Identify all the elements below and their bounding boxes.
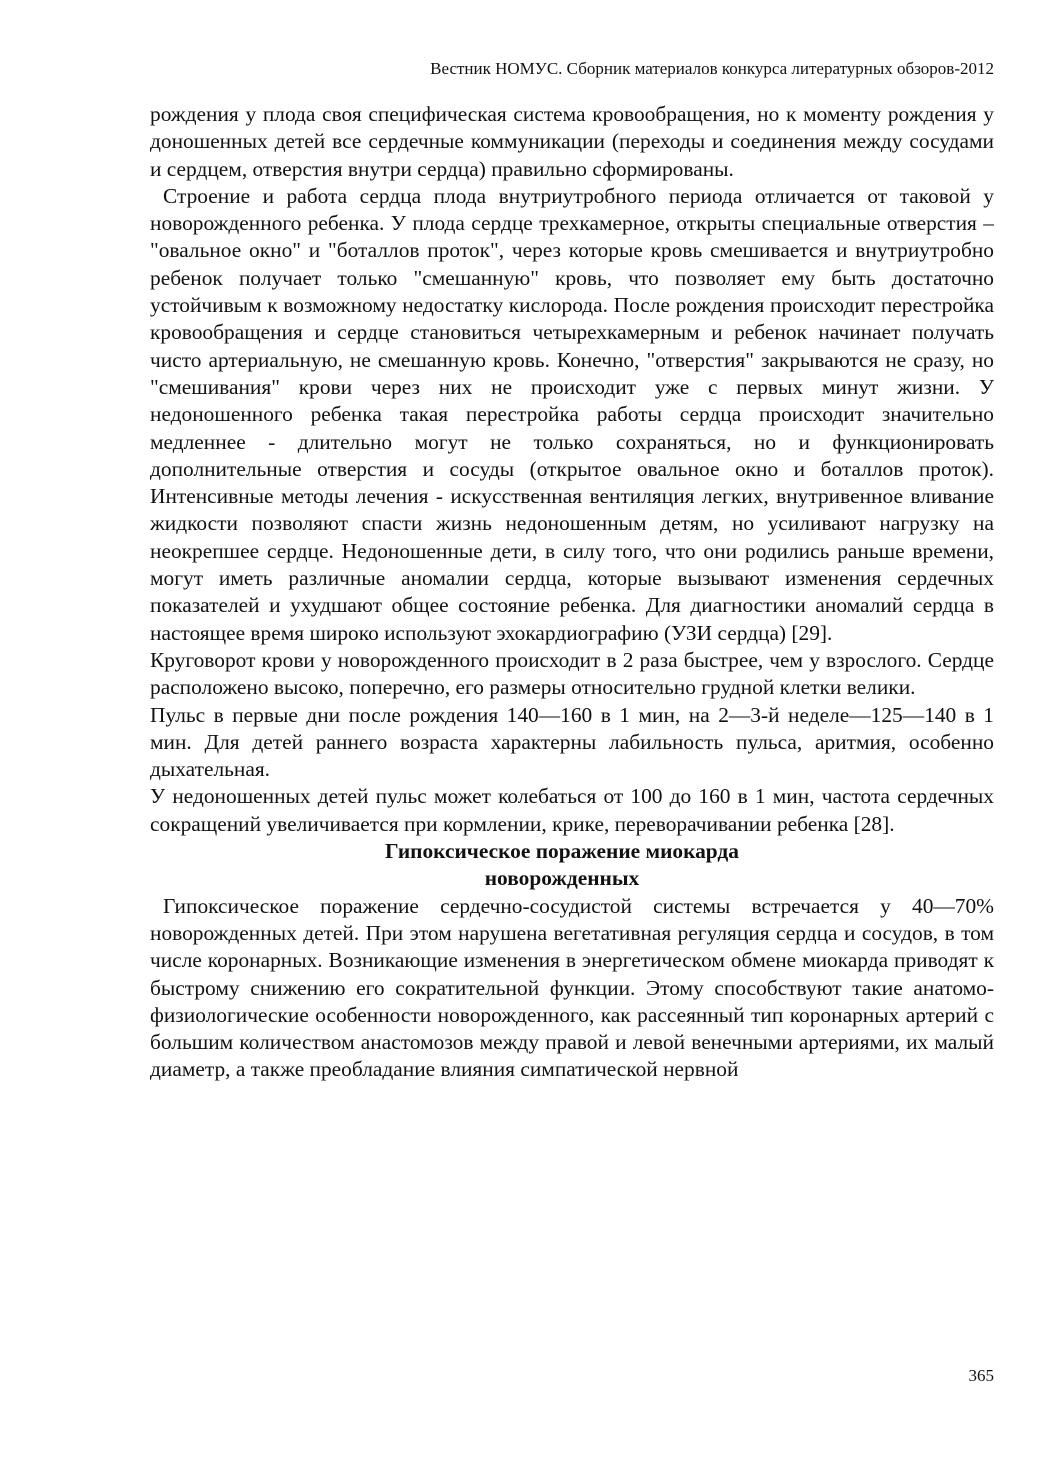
section-heading	[150, 838, 994, 893]
paragraph-blood-circulation: Круговорот крови у новорожденного происходит в 2 раза быстрее, чем у взрослого. Сердце расположено высоко, поперечно, его размеры относительно грудной клетки велики.	[150, 647, 994, 700]
section-heading-line-1: Гипоксическое поражение миокарда	[385, 839, 739, 864]
paragraph-heart-structure: Строение и работа сердца плода внутриутробного периода отличается от таковой у новорожденного ребенка. У плода сердце трехкамерное, открыты специальные отверстия – "овальное окно" и "боталлов проток", через которые кровь смешивается и внутриутробно ребенок получает только "смешанную" кровь, что позволяет ему быть достаточно устойчивым к возможному недостатку кислорода. После рождения происходит перестройка кровообращения и сердце становиться четырехкамерным и ребенок начинает получать чисто артериальную, не смешанную кровь. Конечно, "отверстия" закрываются не сразу, но "смешивания" крови через них не происходит уже с первых минут жизни. У недоношенного ребенка такая перестройка работы сердца происходит значительно медленнее - длительно могут не только сохраняться, но и функционировать дополнительные отверстия и сосуды (открытое овальное окно и боталлов проток). Интенсивные методы лечения - искусственная вентиляция легких, внутривенное вливание жидкости позволяют спасти жизнь недоношенным детям, но усиливают нагрузку на неокрепшее сердце. Недоношенные дети, в силу того, что они родились раньше времени, могут иметь различные аномалии сердца, которые вызывают изменения сердечных показателей и ухудшают общее состояние ребенка. Для диагностики аномалий сердца в настоящее время широко используют эхокардиографию (УЗИ сердца) [29].	[150, 183, 994, 645]
section-heading-line-2: новорожденных	[484, 866, 640, 891]
paragraph-pulse: Пульс в первые дни после рождения 140—160 в 1 мин, на 2—3-й неделе—125—140 в 1 мин. Для детей раннего возраста характерны лабильность пульса, аритмия, особенно дыхательная.	[150, 702, 994, 782]
page-body	[150, 101, 994, 1084]
running-header: Вестник НОМУС. Сборник материалов конкурса литературных обзоров-2012	[430, 59, 994, 78]
paragraph-hypoxic-damage: Гипоксическое поражение сердечно-сосудистой системы встречается у 40—70% новорожденных детей. При этом нарушена вегетативная регуляция сердца и сосудов, в том числе коронарных. Возникающие изменения в энергетическом обмене миокарда приводят к быстрому снижению его сократительной функции. Этому способствуют такие анатомо-физиологические особенности новорожденного, как рассеянный тип коронарных артерий с большим количеством анастомозов между правой и левой венечными артериями, их малый диаметр, а также преобладание влияния симпатической нервной	[150, 893, 994, 1082]
paragraph-premature-pulse: У недоношенных детей пульс может колебаться от 100 до 160 в 1 мин, частота сердечных сокращений увеличивается при кормлении, крике, переворачивании ребенка [28].	[150, 784, 994, 836]
paragraph-fetal-circulation: рождения у плода своя специфическая система кровообращения, но к моменту рождения у доношенных детей все сердечные коммуникации (переходы и соединения между сосудами и сердцем, отверстия внутри сердца) правильно сформированы.	[150, 102, 994, 181]
page-number: 365	[968, 1366, 994, 1385]
